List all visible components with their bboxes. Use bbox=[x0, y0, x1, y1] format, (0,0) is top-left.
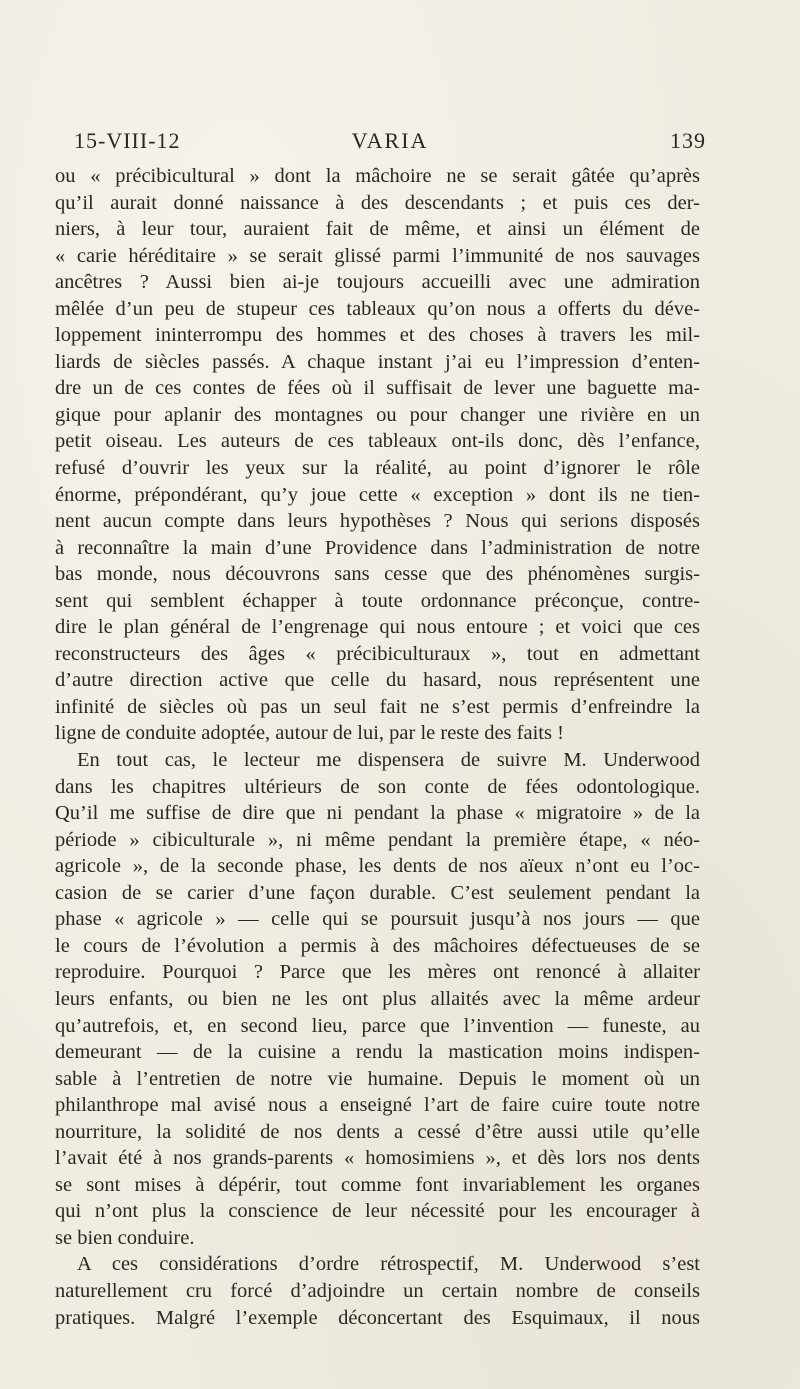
text-line: qui n’ont plus la conscience de leur nécessité pour les encourager à bbox=[55, 1200, 700, 1223]
text-line: mêlée d’un peu de stupeur ces tableaux qu’on nous a offerts du déve- bbox=[55, 297, 700, 320]
text-line: ancêtres ? Aussi bien ai-je toujours accueilli avec une admiration bbox=[55, 271, 700, 294]
page-number: 139 bbox=[670, 128, 706, 153]
text-line: reproduire. Pourquoi ? Parce que les mères ont renoncé à allaiter bbox=[55, 961, 700, 984]
text-line: période » cibiculturale », ni même pendant la première étape, « néo- bbox=[55, 828, 700, 851]
paragraph-start-line: En tout cas, le lecteur me dispensera de suivre M. Underwood bbox=[77, 749, 700, 772]
text-line: qu’autrefois, et, en second lieu, parce que l’invention — funeste, au bbox=[55, 1014, 700, 1037]
text-line: casion de se carier d’une façon durable. C’est seulement pendant la bbox=[55, 881, 700, 904]
text-line: refusé d’ouvrir les yeux sur la réalité, au point d’ignorer le rôle bbox=[55, 457, 700, 480]
text-line: qu’il aurait donné naissance à des descendants ; et puis ces der- bbox=[55, 191, 700, 214]
text-line: dre un de ces contes de fées où il suffisait de lever une baguette ma- bbox=[55, 377, 700, 400]
text-line: dire le plan général de l’engrenage qui nous entoure ; et voici que ces bbox=[55, 616, 700, 639]
text-line: agricole », de la seconde phase, les dents de nos aïeux n’ont eu l’oc- bbox=[55, 855, 700, 878]
text-line: ou « précibicultural » dont la mâchoire ne se serait gâtée qu’après bbox=[55, 165, 700, 187]
text-line: infinité de siècles où pas un seul fait ne s’est permis d’enfreindre la bbox=[55, 695, 700, 718]
paragraph-start-line: A ces considérations d’ordre rétrospectif, M. Underwood s’est bbox=[77, 1253, 700, 1276]
text-line: se sont mises à dépérir, tout comme font invariablement les organes bbox=[55, 1173, 700, 1196]
paragraph-end-line: ligne de conduite adoptée, autour de lui, par le reste des faits ! bbox=[55, 722, 564, 745]
text-line: liards de siècles passés. A chaque instant j’ai eu l’impression d’enten- bbox=[55, 350, 700, 373]
text-line: demeurant — de la cuisine a rendu la mastication moins indispen- bbox=[55, 1041, 700, 1064]
text-line: à reconnaître la main d’une Providence dans l’administration de notre bbox=[55, 536, 700, 559]
text-line: « carie héréditaire » se serait glissé parmi l’immunité de nos sauvages bbox=[55, 244, 700, 267]
paragraph-end-line: se bien conduire. bbox=[55, 1226, 195, 1249]
text-line: nourriture, la solidité de nos dents a cessé d’être aussi utile qu’elle bbox=[55, 1120, 700, 1143]
text-line: sent qui semblent échapper à toute ordonnance préconçue, contre- bbox=[55, 589, 700, 612]
text-line: le cours de l’évolution a permis à des mâchoires défectueuses de se bbox=[55, 934, 700, 957]
text-line: reconstructeurs des âges « précibiculturaux », tout en admettant bbox=[55, 642, 700, 665]
text-line: bas monde, nous découvrons sans cesse que des phénomènes surgis- bbox=[55, 563, 700, 586]
text-line: petit oiseau. Les auteurs de ces tableaux ont-ils donc, dès l’enfance, bbox=[55, 430, 700, 453]
text-line: l’avait été à nos grands-parents « homosimiens », et dès lors nos dents bbox=[55, 1147, 700, 1170]
text-line: niers, à leur tour, auraient fait de même, et ainsi un élément de bbox=[55, 218, 700, 241]
text-line: naturellement cru forcé d’adjoindre un certain nombre de conseils bbox=[55, 1279, 700, 1302]
header-date: 15-VIII-12 bbox=[74, 128, 181, 153]
text-line: gique pour aplanir des montagnes ou pour changer une rivière en un bbox=[55, 403, 700, 426]
header-title: VARIA bbox=[351, 128, 429, 153]
text-line: philanthrope mal avisé nous a enseigné l’art de faire cuire toute notre bbox=[55, 1094, 700, 1117]
text-line: nent aucun compte dans leurs hypothèses ? Nous qui serions disposés bbox=[55, 510, 700, 533]
text-line: leurs enfants, ou bien ne les ont plus allaités avec la même ardeur bbox=[55, 987, 700, 1010]
text-line: énorme, prépondérant, qu’y joue cette « exception » dont ils ne tien- bbox=[55, 483, 700, 506]
text-line: d’autre direction active que celle du hasard, nous représentent une bbox=[55, 669, 700, 692]
body-text bbox=[55, 163, 700, 1331]
running-head bbox=[74, 128, 706, 154]
text-line: phase « agricole » — celle qui se poursuit jusqu’à nos jours — que bbox=[55, 908, 700, 931]
text-line: loppement ininterrompu des hommes et des choses à travers les mil- bbox=[55, 324, 700, 347]
text-line: Qu’il me suffise de dire que ni pendant la phase « migratoire » de la bbox=[55, 802, 700, 825]
text-line: pratiques. Malgré l’exemple déconcertant des Esquimaux, il nous bbox=[55, 1306, 700, 1329]
text-line: dans les chapitres ultérieurs de son conte de fées odontologique. bbox=[55, 775, 700, 798]
text-line: sable à l’entretien de notre vie humaine. Depuis le moment où un bbox=[55, 1067, 700, 1090]
